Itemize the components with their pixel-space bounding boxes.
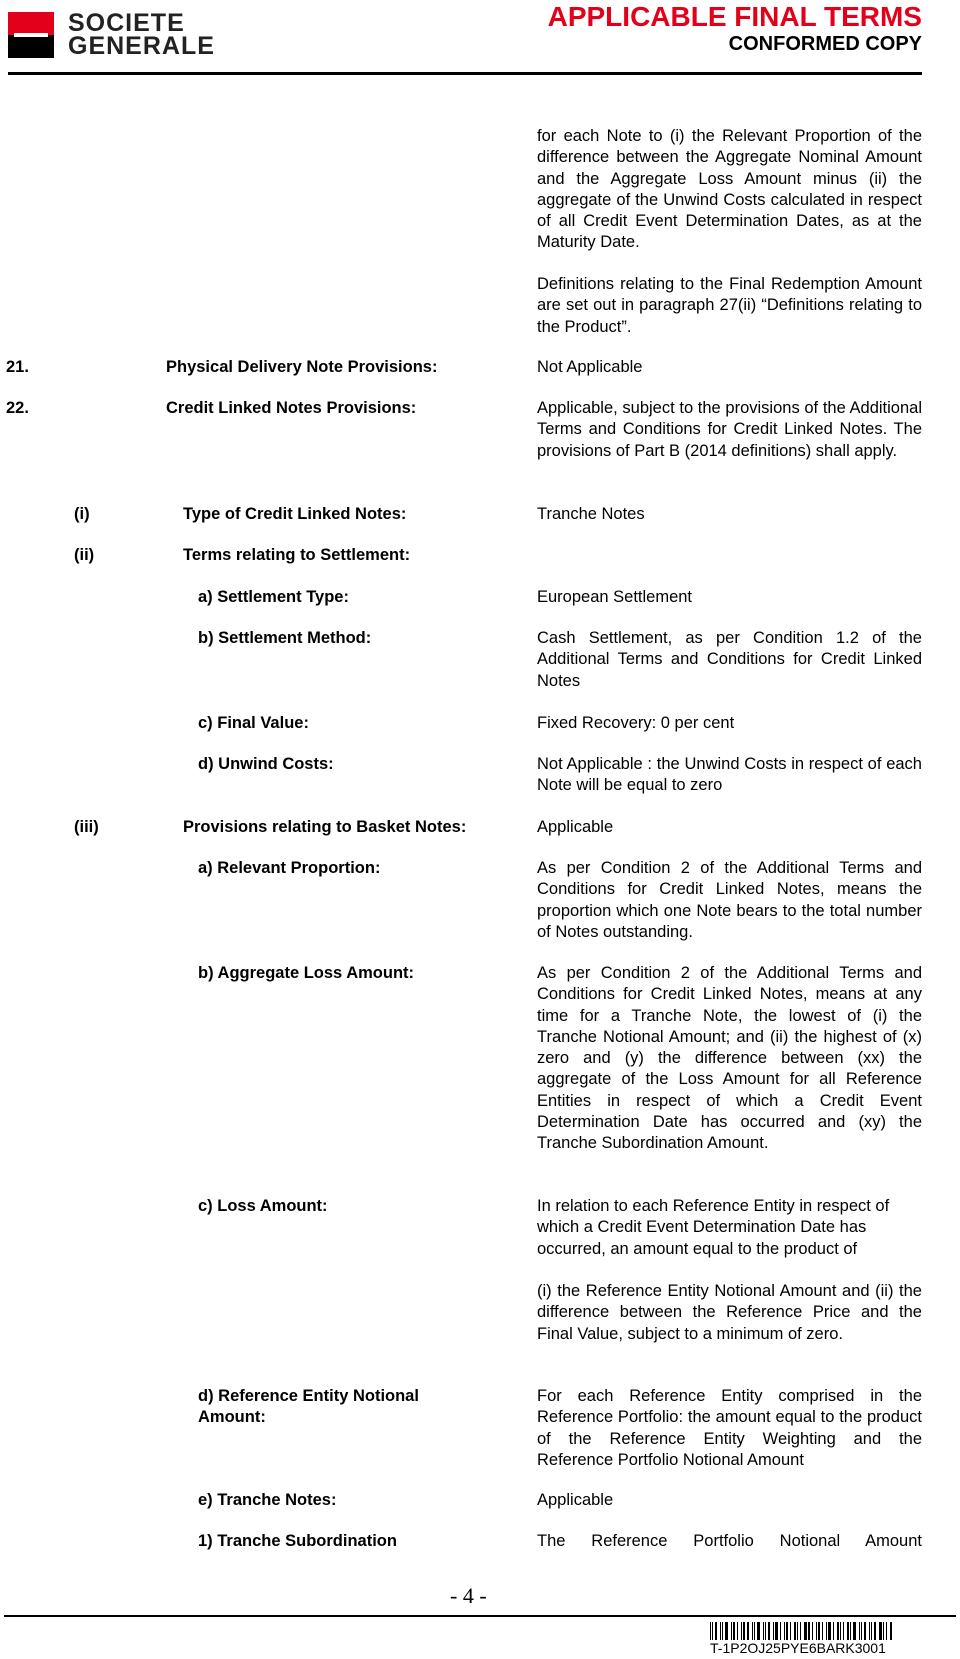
aggregate-loss-amount-value: As per Condition 2 of the Additional Terms and Conditions for Credit Linked Notes, means at any time for a Tranche Note, the lowest of (i) the Tranche Notional Amount; and (ii) the highest of (x) zero and (y) the difference between (xx) the aggregate of the Loss Amount for all Reference Entities in respect of which a Credit Event Determination Date has occurred and (xy) the Tranche Subordination Amount. bbox=[537, 964, 922, 1153]
barcode-bar bbox=[812, 1622, 813, 1640]
barcode-bar bbox=[859, 1622, 860, 1640]
societe-generale-logo bbox=[8, 9, 252, 60]
barcode-bar bbox=[731, 1622, 732, 1640]
barcode-bar bbox=[883, 1622, 884, 1640]
barcode-bar bbox=[794, 1622, 796, 1640]
barcode-bar bbox=[869, 1622, 870, 1640]
barcode-bar bbox=[804, 1622, 807, 1640]
barcode-bar bbox=[775, 1622, 778, 1640]
document-title: APPLICABLE FINAL TERMS bbox=[547, 1, 922, 32]
settlement-type-value: European Settlement bbox=[537, 588, 693, 606]
barcode-bar bbox=[780, 1622, 781, 1640]
continuation-paragraph-1: for each Note to (i) the Relevant Proportion of the difference between the Aggregate Nominal Amount and the Aggregate Loss Amount minus (ii) the aggregate of the Unwind Costs calculated in respect of all Credit Event Determination Dates, as at the Maturity Date. bbox=[537, 127, 922, 252]
barcode-bar bbox=[715, 1622, 717, 1640]
barcode-bar bbox=[765, 1622, 766, 1640]
item-21-label: Physical Delivery Note Provisions: bbox=[166, 358, 438, 376]
logo-text: SOCIETE GENERALE bbox=[68, 9, 215, 60]
barcode-bar bbox=[763, 1622, 764, 1640]
barcode-bar bbox=[871, 1622, 872, 1640]
final-value-label: c) Final Value: bbox=[198, 714, 309, 732]
barcode-bar bbox=[741, 1622, 742, 1640]
sub-item-i-value: Tranche Notes bbox=[537, 505, 645, 523]
item-22-value: Applicable, subject to the provisions of the Additional Terms and Conditions for Credit Linked Notes. The provisions of Part B (2014 definitions) shall apply. bbox=[537, 399, 922, 460]
barcode-bar bbox=[828, 1622, 831, 1640]
aggregate-loss-amount-label: b) Aggregate Loss Amount: bbox=[198, 964, 415, 982]
barcode-bar bbox=[847, 1622, 849, 1640]
barcode-bar bbox=[784, 1622, 785, 1640]
sub-item-ii-number: (ii) bbox=[74, 546, 95, 564]
barcode-bar bbox=[833, 1622, 834, 1640]
barcode-bar bbox=[797, 1622, 798, 1640]
sub-item-iii-value: Applicable bbox=[537, 818, 614, 836]
barcode-bar bbox=[826, 1622, 827, 1640]
barcode-bar bbox=[773, 1622, 774, 1640]
barcode-bar bbox=[850, 1622, 851, 1640]
settlement-type-label: a) Settlement Type: bbox=[198, 588, 349, 606]
barcode-bar bbox=[816, 1622, 817, 1640]
barcode-icon bbox=[710, 1622, 916, 1640]
barcode-bar bbox=[800, 1622, 801, 1640]
relevant-proportion-label: a) Relevant Proportion: bbox=[198, 859, 381, 877]
header-divider bbox=[8, 72, 922, 75]
item-21-value: Not Applicable bbox=[537, 358, 643, 376]
barcode-bar bbox=[822, 1622, 823, 1640]
barcode-bar bbox=[853, 1622, 856, 1640]
barcode-bar bbox=[737, 1622, 738, 1640]
final-value-value: Fixed Recovery: 0 per cent bbox=[537, 714, 735, 732]
barcode-bar bbox=[861, 1622, 862, 1640]
barcode-bar bbox=[843, 1622, 844, 1640]
barcode-bar bbox=[757, 1622, 760, 1640]
loss-amount-value-1: In relation to each Reference Entity in respect of which a Credit Event Determination Date has occurred, an amount equal to the product of bbox=[537, 1197, 890, 1258]
tranche-notes-label: e) Tranche Notes: bbox=[198, 1491, 337, 1509]
barcode-bar bbox=[712, 1622, 713, 1640]
item-21-number: 21. bbox=[6, 358, 29, 376]
sub-item-ii-label: Terms relating to Settlement: bbox=[183, 546, 411, 564]
reference-entity-notional-amount-value: For each Reference Entity comprised in the Reference Portfolio: the amount equal to the product of the Reference Entity Weighting and the Reference Portfolio Notional Amount bbox=[537, 1387, 922, 1469]
reference-entity-notional-amount-label: d) Reference Entity Notional Amount: bbox=[198, 1387, 419, 1427]
barcode-bar bbox=[864, 1622, 866, 1640]
barcode-bar bbox=[768, 1622, 770, 1640]
sub-item-iii-label: Provisions relating to Basket Notes: bbox=[183, 818, 467, 836]
barcode-bar bbox=[722, 1622, 723, 1640]
sub-item-i-label: Type of Credit Linked Notes: bbox=[183, 505, 407, 523]
loss-amount-value-2: (i) the Reference Entity Notional Amount and (ii) the difference between the Reference Price and the Final Value, subject to a minimum of zero. bbox=[537, 1282, 922, 1343]
barcode-text: T-1P2OJ25PYE6BARK3001 bbox=[710, 1640, 886, 1656]
barcode-bar bbox=[808, 1622, 810, 1640]
barcode-bar bbox=[786, 1622, 788, 1640]
item-22-label: Credit Linked Notes Provisions: bbox=[166, 399, 417, 417]
item-22-number: 22. bbox=[6, 399, 29, 417]
loss-amount-label: c) Loss Amount: bbox=[198, 1197, 328, 1215]
relevant-proportion-value: As per Condition 2 of the Additional Terms and Conditions for Credit Linked Notes, means the proportion which one Note bears to the total number of Notes outstanding. bbox=[537, 859, 922, 941]
logo-mark-icon bbox=[8, 12, 54, 58]
barcode-bar bbox=[837, 1622, 839, 1640]
continuation-paragraph-2: Definitions relating to the Final Redemption Amount are set out in paragraph 27(ii) “Definitions relating to the Product”. bbox=[537, 275, 922, 336]
barcode-bar bbox=[725, 1622, 728, 1640]
document-subtitle: CONFORMED COPY bbox=[728, 33, 922, 55]
tranche-subordination-value: The Reference Portfolio Notional Amount bbox=[537, 1532, 922, 1550]
barcode-bar bbox=[890, 1622, 892, 1640]
barcode-bar bbox=[840, 1622, 841, 1640]
barcode-bar bbox=[752, 1622, 753, 1640]
settlement-method-label: b) Settlement Method: bbox=[198, 629, 372, 647]
barcode-bar bbox=[733, 1622, 735, 1640]
barcode-bar bbox=[710, 1622, 711, 1640]
barcode-bar bbox=[818, 1622, 820, 1640]
settlement-method-value: Cash Settlement, as per Condition 1.2 of the Additional Terms and Conditions for Credit Linked Notes bbox=[537, 629, 922, 690]
barcode-bar bbox=[790, 1622, 791, 1640]
barcode-bar bbox=[754, 1622, 755, 1640]
barcode-bar bbox=[874, 1622, 876, 1640]
page-number: - 4 - bbox=[450, 1583, 487, 1608]
sub-item-i-number: (i) bbox=[74, 505, 90, 523]
barcode-bar bbox=[743, 1622, 745, 1640]
barcode-bar bbox=[886, 1622, 887, 1640]
barcode-bar bbox=[747, 1622, 749, 1640]
unwind-costs-value: Not Applicable : the Unwind Costs in respect of each Note will be equal to zero bbox=[537, 755, 922, 795]
tranche-notes-value: Applicable bbox=[537, 1491, 614, 1509]
footer-divider bbox=[4, 1615, 956, 1617]
unwind-costs-label: d) Unwind Costs: bbox=[198, 755, 334, 773]
sub-item-iii-number: (iii) bbox=[74, 818, 99, 836]
barcode-bar bbox=[720, 1622, 721, 1640]
tranche-subordination-label: 1) Tranche Subordination bbox=[198, 1532, 397, 1550]
barcode-bar bbox=[879, 1622, 882, 1640]
